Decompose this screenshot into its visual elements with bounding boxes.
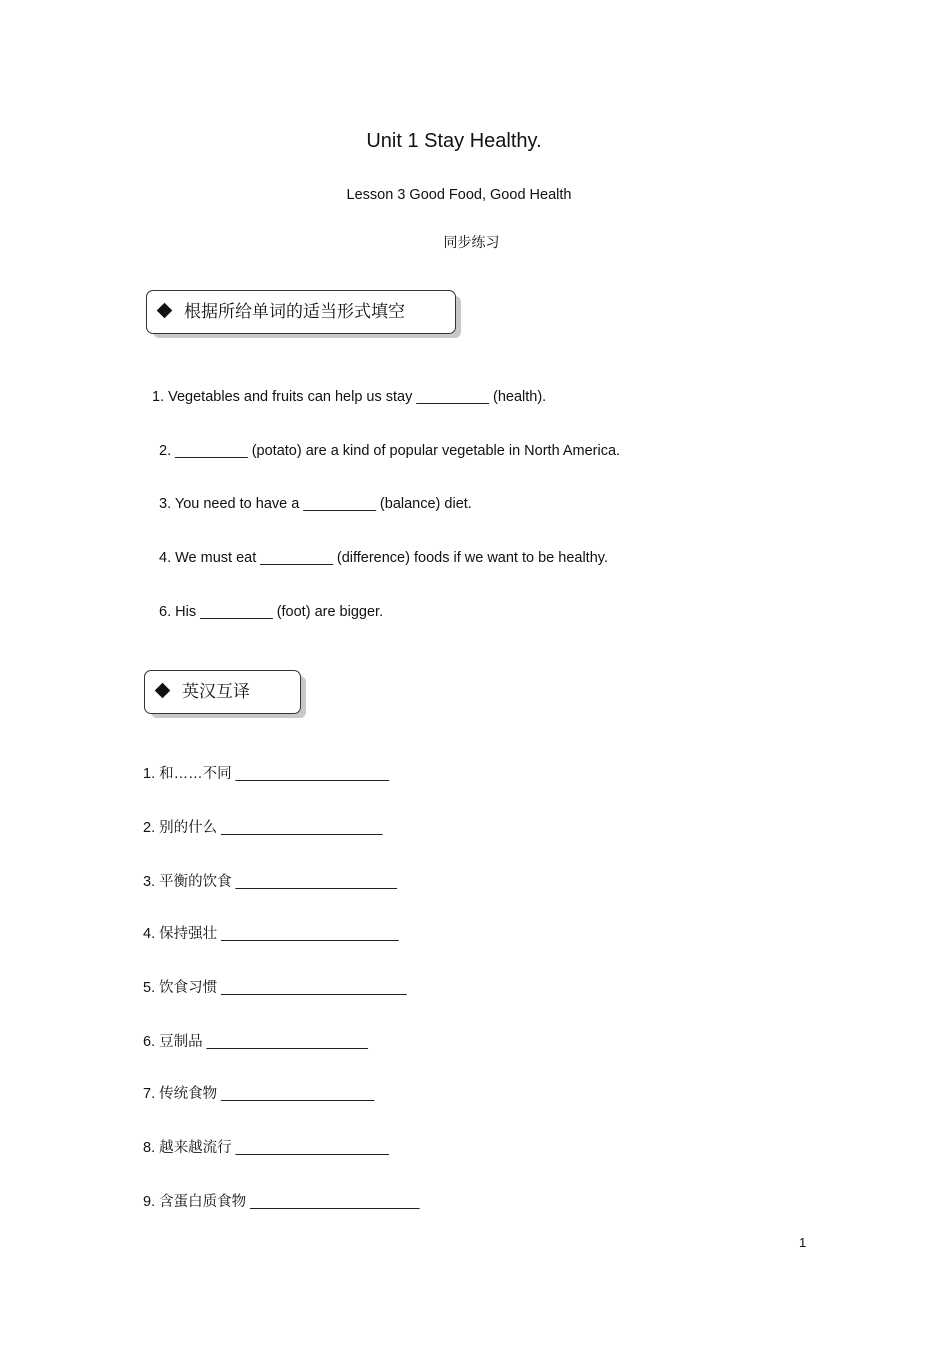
translate-item-6: 6. 豆制品 ____________________	[143, 1034, 368, 1050]
translate-item-1: 1. 和……不同 ___________________	[143, 766, 389, 782]
fill-item-3: 3. You need to have a _________ (balance) diet.	[159, 496, 472, 512]
fill-item-4: 4. We must eat _________ (difference) foods if we want to be healthy.	[159, 550, 608, 566]
fill-item-2: 2. _________ (potato) are a kind of popular vegetable in North America.	[159, 443, 621, 459]
diamond-bullet-icon	[157, 303, 173, 319]
translate-item-4: 4. 保持强壮 ______________________	[143, 926, 399, 942]
diamond-bullet-icon	[155, 683, 171, 699]
translate-item-5: 5. 饮食习惯 _______________________	[143, 980, 407, 996]
translate-item-9: 9. 含蛋白质食物 _____________________	[143, 1194, 420, 1210]
section1-heading: 根据所给单词的适当形式填空	[184, 302, 405, 322]
page-title: Unit 1 Stay Healthy.	[366, 130, 542, 152]
lesson-title: Lesson 3 Good Food, Good Health	[346, 187, 572, 203]
translate-item-2: 2. 别的什么 ____________________	[143, 820, 383, 836]
translate-item-8: 8. 越来越流行 ___________________	[143, 1140, 389, 1156]
section1-heading-box	[146, 290, 456, 334]
translate-item-3: 3. 平衡的饮食 ____________________	[143, 874, 397, 890]
translate-item-7: 7. 传统食物 ___________________	[143, 1086, 375, 1102]
fill-item-1: 1. Vegetables and fruits can help us stay _________ (health).	[152, 389, 547, 405]
exercise-subtitle: 同步练习	[443, 234, 500, 250]
section2-heading: 英汉互译	[182, 682, 250, 702]
fill-item-6: 6. His _________ (foot) are bigger.	[159, 604, 384, 620]
page-number: 1	[799, 1235, 807, 1250]
section2-heading-box	[144, 670, 301, 714]
